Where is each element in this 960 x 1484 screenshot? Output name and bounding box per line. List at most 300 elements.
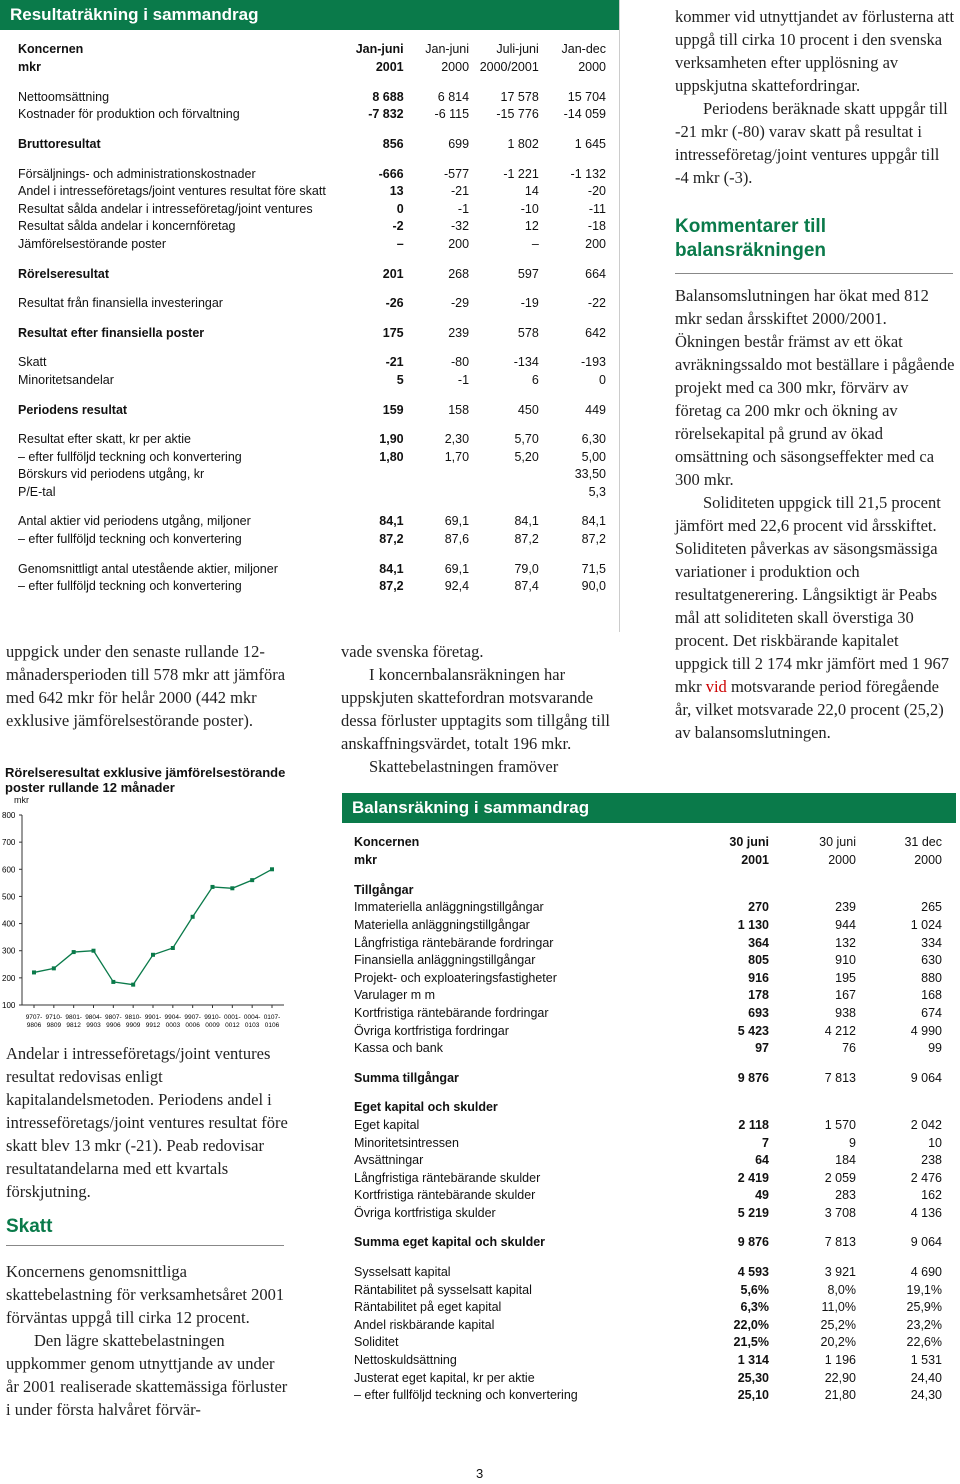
- row-label: Kortfristiga räntebärande fordringar: [354, 1005, 549, 1020]
- cell-value: 1,80: [379, 449, 404, 464]
- cell-value: [469, 153, 539, 165]
- cell-value: [469, 342, 539, 354]
- cell-value: -2: [392, 219, 404, 234]
- cell-value: 283: [835, 1188, 856, 1203]
- cell-value: 265: [921, 900, 942, 915]
- row-label: Resultat efter finansiella poster: [18, 325, 205, 340]
- cell-value: -6 115: [434, 107, 470, 122]
- cell-value: 5,6%: [740, 1282, 769, 1297]
- row-label: Långfristiga räntebärande fordringar: [354, 935, 554, 950]
- data-point: [151, 953, 155, 957]
- left-column-text-mid: [6, 1042, 291, 1421]
- spacer-row: [18, 418, 606, 430]
- row-label: [18, 389, 336, 401]
- cell-value: 84,1: [379, 561, 404, 576]
- cell-value: [404, 483, 469, 501]
- cell-value: [404, 312, 469, 324]
- cell-value: [539, 548, 606, 560]
- income-title: Resultaträkning i sammandrag: [0, 0, 619, 30]
- chart-unit: mkr: [14, 795, 29, 805]
- paragraph: Skattebelastningen framöver: [369, 757, 559, 776]
- table-row: [18, 165, 606, 183]
- table-row: [354, 969, 942, 987]
- cell-value: 1 196: [824, 1353, 856, 1368]
- cell-value: [856, 1087, 942, 1099]
- paragraph: [675, 491, 955, 744]
- cell-value: 699: [448, 136, 470, 151]
- cell-value: [404, 253, 469, 265]
- table-row: [18, 265, 606, 283]
- spacer-row: [18, 389, 606, 401]
- y-tick-label: 100: [2, 1001, 16, 1010]
- cell-value: 11,0%: [821, 1300, 856, 1315]
- row-label: – efter fullföljd teckning och konvertering: [18, 449, 242, 464]
- table-row: [354, 1234, 942, 1252]
- cell-value: 449: [585, 402, 606, 417]
- cell-value: -1 221: [503, 166, 539, 181]
- cell-value: 450: [517, 402, 539, 417]
- cell-value: 24,30: [910, 1388, 942, 1403]
- cell-value: 5,3: [588, 484, 606, 499]
- cell-value: [769, 1087, 856, 1099]
- paragraph: kommer vid utnyttjandet av förlusterna att uppgå till cirka 10 procent i den svenska verksamheten efter upplösning av uppskjutna skattefordringar.: [675, 7, 955, 95]
- cell-value: 2 118: [738, 1117, 769, 1132]
- row-label: Andel i intresseföretags/joint ventures resultat före skatt: [18, 184, 326, 199]
- y-tick-label: 700: [2, 838, 16, 848]
- cell-value: 856: [382, 136, 404, 151]
- table-row: [18, 371, 606, 389]
- data-point: [191, 915, 195, 919]
- x-tick-label: 9809: [46, 1022, 62, 1029]
- cell-value: [539, 418, 606, 430]
- row-label: Kostnader för produktion och förvaltning: [18, 107, 240, 122]
- cell-value: [539, 282, 606, 294]
- cell-value: [336, 501, 404, 513]
- row-label: Övriga kortfristiga skulder: [354, 1205, 496, 1220]
- cell-value: [404, 282, 469, 294]
- data-point: [72, 950, 76, 954]
- cell-value: 23,2%: [906, 1317, 942, 1332]
- cell-value: [684, 869, 769, 881]
- cell-value: [469, 483, 539, 501]
- x-tick-label: 9810-: [124, 1014, 142, 1021]
- skatt-heading: Skatt: [6, 1216, 53, 1237]
- cell-value: [684, 1099, 769, 1117]
- series-line: [34, 869, 272, 984]
- cell-value: 1 645: [574, 136, 606, 151]
- cell-value: [404, 342, 469, 354]
- cell-value: 8 688: [372, 89, 404, 104]
- row-label: Genomsnittligt antal utestående aktier, miljoner: [18, 561, 278, 576]
- cell-value: 25,2%: [820, 1317, 856, 1332]
- table-row: [354, 1316, 942, 1334]
- x-tick-label: 9812: [66, 1022, 81, 1029]
- cell-value: 3 921: [824, 1265, 856, 1280]
- row-label: Immateriella anläggningstillgångar: [354, 900, 544, 915]
- cell-value: [336, 466, 404, 484]
- row-label: [18, 253, 336, 265]
- data-point: [230, 886, 234, 890]
- cell-value: [684, 1057, 769, 1069]
- row-label: [18, 418, 336, 430]
- cell-value: [769, 1057, 856, 1069]
- cell-value: 71,5: [581, 561, 606, 576]
- row-label: [354, 1087, 684, 1099]
- table-row: [18, 577, 606, 595]
- paragraph: Den lägre skattebelastningen uppkommer genom utnyttjande av under år 2001 realiserade skattemässiga förluster i under första halvåret förvär-: [6, 1331, 288, 1419]
- cell-value: 87,6: [444, 532, 470, 547]
- x-tick-label: 0006: [185, 1022, 200, 1029]
- row-label: Resultat efter skatt, kr per aktie: [18, 432, 191, 447]
- cell-value: 167: [835, 988, 856, 1003]
- y-tick-label: 400: [2, 919, 16, 929]
- cell-value: -80: [450, 355, 470, 370]
- cell-value: [769, 1099, 856, 1117]
- divider: [675, 273, 953, 274]
- row-label: Resultat sålda andelar i koncernföretag: [18, 219, 236, 234]
- row-label: Resultat sålda andelar i intresseföretag/joint ventures: [18, 201, 313, 216]
- cell-value: -19: [520, 296, 539, 311]
- cell-value: [539, 312, 606, 324]
- data-point: [92, 949, 96, 953]
- x-tick-label: 9806: [26, 1022, 42, 1029]
- paragraph: Andelar i intresseföretags/joint ventures resultat redovisas enligt kapitalandelsmetoden. Periodens andel i intresseföretags/joint ventures resultat före skatt blev 13 mkr (-21). Peab redovisar resultatandelarna med ett kvartals förskjutning.: [6, 1044, 288, 1201]
- data-point: [250, 878, 254, 882]
- y-tick-label: 800: [2, 811, 16, 820]
- cell-value: 5 423: [737, 1023, 769, 1038]
- cell-value: [684, 1087, 769, 1099]
- cell-value: 195: [835, 970, 856, 985]
- row-label: Jämförelsestörande poster: [18, 236, 166, 251]
- cell-value: [336, 76, 404, 88]
- spacer-row: [354, 1251, 942, 1263]
- x-tick-label: 0107-: [263, 1014, 281, 1021]
- cell-value: 79,0: [514, 561, 539, 576]
- row-label: [354, 1222, 684, 1234]
- table-row: [18, 560, 606, 578]
- row-label: Tillgångar: [354, 882, 414, 897]
- balance-title: Balansräkning i sammandrag: [342, 793, 956, 823]
- cell-value: -22: [587, 296, 606, 311]
- cell-value: [856, 881, 942, 899]
- table-row: [354, 1004, 942, 1022]
- cell-value: [336, 342, 404, 354]
- paragraph: Periodens beräknade skatt uppgår till -21 mkr (-80) varav skatt på resultat i intresseföretag/joint ventures uppgår till -4 mkr (-3).: [675, 99, 948, 187]
- cell-value: 99: [928, 1041, 942, 1056]
- cell-value: 2000: [578, 60, 606, 74]
- row-label: Försäljnings- och administrationskostnader: [18, 166, 256, 181]
- x-tick-label: 9901-: [144, 1014, 162, 1021]
- cell-value: -18: [587, 219, 606, 234]
- spacer-row: [18, 501, 606, 513]
- x-tick-label: 9910-: [204, 1014, 221, 1021]
- table-row: [18, 448, 606, 466]
- cell-value: 2 419: [737, 1170, 769, 1185]
- table-row: [18, 401, 606, 419]
- cell-value: 270: [748, 900, 769, 915]
- cell-value: 4 690: [910, 1265, 942, 1280]
- cell-value: 7 813: [824, 1070, 856, 1085]
- cell-value: 238: [921, 1153, 942, 1168]
- data-point: [270, 867, 274, 871]
- table-row: [18, 88, 606, 106]
- cell-value: 2001: [375, 60, 404, 74]
- table-row: [354, 881, 942, 899]
- cell-value: [404, 76, 469, 88]
- row-label: Nettoskuldsättning: [354, 1353, 457, 1368]
- table-row: [18, 294, 606, 312]
- cell-value: 642: [585, 325, 606, 340]
- y-tick-label: 500: [2, 892, 16, 902]
- cell-value: 9 876: [737, 1235, 769, 1250]
- row-label: Skatt: [18, 355, 47, 370]
- cell-value: [684, 881, 769, 899]
- cell-value: 92,4: [444, 579, 470, 594]
- cell-value: 201: [382, 266, 404, 281]
- cell-value: 1,90: [379, 432, 404, 447]
- table-row: [18, 135, 606, 153]
- cell-value: 1,70: [444, 449, 470, 464]
- row-label: Räntabilitet på eget kapital: [354, 1300, 502, 1315]
- cell-value: 8,0%: [827, 1282, 856, 1297]
- cell-value: [469, 501, 539, 513]
- cell-value: 1 802: [507, 136, 539, 151]
- cell-value: [769, 869, 856, 881]
- left-column-text-top: [6, 640, 291, 732]
- paragraph: vade svenska företag.: [341, 642, 484, 661]
- cell-value: -15 776: [496, 107, 539, 122]
- cell-value: 9 064: [910, 1070, 942, 1085]
- row-label: Nettoomsättning: [18, 89, 110, 104]
- row-label: Långfristiga räntebärande skulder: [354, 1170, 541, 1185]
- row-label: [18, 123, 336, 135]
- row-label: Minoritetsandelar: [18, 372, 114, 387]
- row-label: Materiella anläggningstillgångar: [354, 917, 530, 932]
- spacer-row: [354, 1057, 942, 1069]
- cell-value: 1 531: [910, 1353, 942, 1368]
- row-label: [18, 282, 336, 294]
- spacer-row: [18, 548, 606, 560]
- cell-value: 175: [382, 325, 404, 340]
- cell-value: -21: [385, 355, 404, 370]
- table-row: [354, 1204, 942, 1222]
- data-point: [211, 885, 215, 889]
- row-label: Börskurs vid periodens utgång, kr: [18, 467, 205, 482]
- cell-value: 0: [599, 372, 606, 387]
- cell-value: 805: [748, 953, 769, 968]
- cell-value: 5 219: [737, 1205, 769, 1220]
- cell-value: Jan-dec: [561, 42, 606, 56]
- y-tick-label: 300: [2, 946, 16, 956]
- cell-value: [336, 123, 404, 135]
- cell-value: 2000: [441, 60, 470, 74]
- row-label: [18, 312, 336, 324]
- cell-value: 87,2: [581, 532, 606, 547]
- cell-value: 69,1: [444, 561, 470, 576]
- y-tick-label: 200: [2, 973, 16, 983]
- x-tick-label: 0001-: [224, 1014, 241, 1021]
- cell-value: 168: [921, 988, 942, 1003]
- row-label: mkr: [18, 60, 41, 74]
- data-point: [131, 983, 135, 987]
- table-row: [354, 1298, 942, 1316]
- cell-value: 910: [835, 953, 856, 968]
- cell-value: 6,30: [581, 432, 606, 447]
- table-row: [354, 1334, 942, 1352]
- table-row: [354, 951, 942, 969]
- x-tick-label: 9909: [125, 1022, 141, 1029]
- cell-value: [769, 1222, 856, 1234]
- table-row: [354, 1134, 942, 1152]
- cell-value: 184: [835, 1153, 856, 1168]
- cell-value: 19,1%: [906, 1282, 942, 1297]
- row-label: Summa tillgångar: [354, 1070, 459, 1085]
- cell-value: [336, 389, 404, 401]
- table-row: [354, 916, 942, 934]
- spacer-row: [354, 1087, 942, 1099]
- cell-value: [336, 253, 404, 265]
- cell-value: 938: [835, 1005, 856, 1020]
- cell-value: [539, 501, 606, 513]
- cell-value: [336, 312, 404, 324]
- cell-value: Jan-juni: [355, 42, 404, 56]
- cell-value: [336, 548, 404, 560]
- table-row: [354, 899, 942, 917]
- row-label: Kortfristiga räntebärande skulder: [354, 1188, 536, 1203]
- row-label: Bruttoresultat: [18, 136, 101, 151]
- cell-value: [769, 1251, 856, 1263]
- data-point: [111, 980, 115, 984]
- cell-value: 33,50: [574, 467, 606, 482]
- row-label: Övriga kortfristiga fordringar: [354, 1023, 509, 1038]
- cell-value: 22,90: [824, 1370, 856, 1385]
- income-statement: [0, 0, 620, 632]
- cell-value: 7 813: [824, 1235, 856, 1250]
- table-row: [18, 324, 606, 342]
- table-row: [354, 987, 942, 1005]
- cell-value: [469, 548, 539, 560]
- row-label: Summa eget kapital och skulder: [354, 1235, 546, 1250]
- cell-value: [336, 282, 404, 294]
- row-label: Andel riskbärande kapital: [354, 1317, 495, 1332]
- cell-value: 200: [585, 236, 606, 251]
- cell-value: [404, 548, 469, 560]
- cell-value: 1 024: [910, 917, 942, 932]
- cell-value: -666: [378, 166, 404, 181]
- table-row: [354, 1039, 942, 1057]
- table-row: [354, 1151, 942, 1169]
- cell-value: -21: [450, 184, 470, 199]
- row-label: mkr: [354, 853, 377, 867]
- kommentarer-heading: Kommentarer till balansräkningen: [675, 216, 826, 261]
- cell-value: 6 814: [437, 89, 470, 104]
- cell-value: 2 059: [824, 1170, 856, 1185]
- row-label: [354, 1251, 684, 1263]
- row-label: Sysselsatt kapital: [354, 1265, 451, 1280]
- spacer-row: [18, 76, 606, 88]
- cell-value: [469, 282, 539, 294]
- cell-value: 49: [755, 1188, 769, 1203]
- cell-value: [856, 1251, 942, 1263]
- header-row: [18, 40, 606, 58]
- cell-value: 15 704: [567, 89, 606, 104]
- row-label: [18, 76, 336, 88]
- cell-value: 916: [748, 970, 769, 985]
- cell-value: 14: [524, 184, 539, 199]
- cell-value: 2 476: [910, 1170, 942, 1185]
- divider: [6, 1245, 284, 1246]
- cell-value: 4 136: [910, 1205, 942, 1220]
- cell-value: 944: [835, 917, 856, 932]
- cell-value: Juli-juni: [496, 42, 539, 56]
- x-tick-label: 0103: [244, 1022, 260, 1029]
- row-label: Eget kapital: [354, 1117, 420, 1132]
- cell-value: 3 708: [824, 1205, 856, 1220]
- header-row: [354, 833, 942, 851]
- cell-value: 97: [755, 1041, 769, 1056]
- cell-value: 5,70: [514, 432, 539, 447]
- row-label: [354, 1057, 684, 1069]
- cell-value: [404, 389, 469, 401]
- cell-value: 13: [389, 184, 404, 199]
- cell-value: 2000: [914, 853, 942, 867]
- cell-value: 880: [921, 970, 942, 985]
- cell-value: 334: [921, 935, 942, 950]
- cell-value: 4 212: [824, 1023, 856, 1038]
- cell-value: 5,00: [581, 449, 606, 464]
- middle-column-text: [341, 640, 623, 778]
- cell-value: 9: [849, 1135, 856, 1150]
- cell-value: -32: [450, 219, 470, 234]
- paragraph: I koncernbalansräkningen har uppskjuten skattefordran motsvarande dessa förluster upptagits som tillgång till anskaffningsvärdet, totalt 196 mkr.: [341, 665, 611, 753]
- header-row: [354, 851, 942, 869]
- cell-value: 21,5%: [733, 1335, 769, 1350]
- cell-value: [336, 483, 404, 501]
- paragraph: uppgick under den senaste rullande 12-månadersperioden till 578 mkr att jämföra med 642 mkr för helår 2000 (442 mkr exklusive jämförelsestörande poster).: [6, 642, 286, 730]
- cell-value: –: [396, 236, 404, 251]
- cell-value: 578: [517, 325, 539, 340]
- cell-value: 9 064: [910, 1235, 942, 1250]
- cell-value: 17 578: [500, 89, 539, 104]
- cell-value: 239: [835, 900, 856, 915]
- cell-value: 12: [524, 219, 539, 234]
- cell-value: [684, 1251, 769, 1263]
- table-row: [18, 513, 606, 531]
- cell-value: [856, 1057, 942, 1069]
- cell-value: -10: [520, 201, 539, 216]
- cell-value: 31 dec: [904, 835, 942, 849]
- row-label: Projekt- och exploateringsfastigheter: [354, 970, 557, 985]
- cell-value: 2000: [828, 853, 856, 867]
- row-label: Eget kapital och skulder: [354, 1100, 498, 1115]
- x-tick-label: 0003: [165, 1022, 181, 1029]
- cell-value: -193: [580, 355, 606, 370]
- cell-value: –: [531, 236, 539, 251]
- x-tick-label: 0004-: [243, 1014, 261, 1021]
- x-tick-label: 9807-: [105, 1014, 122, 1021]
- cell-value: [539, 389, 606, 401]
- cell-value: -7 832: [368, 107, 404, 122]
- spacer-row: [18, 253, 606, 265]
- cell-value: Jan-juni: [425, 42, 470, 56]
- table-row: [18, 200, 606, 218]
- cell-value: 25,9%: [906, 1300, 942, 1315]
- x-tick-label: 0009: [205, 1022, 220, 1029]
- table-row: [354, 1369, 942, 1387]
- cell-value: 2001: [741, 853, 769, 867]
- x-tick-label: 9801-: [65, 1014, 82, 1021]
- cell-value: [404, 418, 469, 430]
